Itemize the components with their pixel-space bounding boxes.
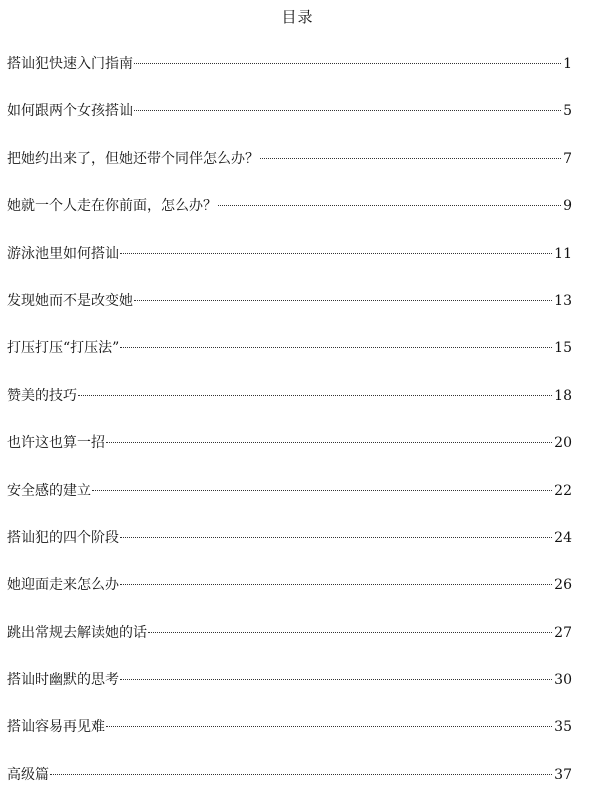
toc-dot-leader — [120, 679, 552, 680]
toc-dot-leader — [120, 347, 552, 348]
toc-entry[interactable] — [7, 147, 572, 194]
toc-entry[interactable] — [7, 573, 572, 620]
toc-entry-label: 搭讪犯快速入门指南 — [7, 56, 133, 72]
toc-entry-page-number: 20 — [554, 435, 572, 452]
toc-entry-label: 发现她而不是改变她 — [7, 292, 133, 309]
toc-dot-leader — [120, 584, 552, 585]
toc-entry[interactable] — [7, 336, 572, 383]
toc-dot-leader — [50, 774, 552, 775]
toc-entry[interactable] — [7, 194, 572, 241]
toc-entry[interactable] — [7, 431, 572, 478]
toc-entry-page-number: 1 — [563, 56, 572, 72]
toc-entry-label: 高级篇 — [7, 766, 49, 783]
toc-entry-label: 搭讪时幽默的思考 — [7, 672, 119, 689]
toc-entry-page-number: 15 — [554, 340, 572, 357]
toc-title: 目录 — [281, 8, 314, 26]
toc-dot-leader — [134, 110, 561, 111]
toc-entry-page-number: 27 — [554, 624, 572, 641]
toc-list — [7, 52, 572, 805]
toc-entry-page-number: 11 — [554, 245, 572, 262]
toc-entry-page-number: 9 — [563, 198, 572, 215]
toc-dot-leader — [120, 253, 552, 254]
toc-entry-page-number: 26 — [554, 577, 572, 594]
toc-entry-label: 她迎面走来怎么办 — [7, 577, 119, 594]
toc-entry[interactable] — [7, 52, 572, 99]
toc-entry-page-number: 35 — [554, 719, 572, 736]
toc-entry-label: 也许这也算一招 — [7, 435, 105, 452]
toc-dot-leader — [134, 300, 552, 301]
toc-entry[interactable] — [7, 289, 572, 336]
toc-entry[interactable] — [7, 384, 572, 431]
toc-entry-page-number: 24 — [554, 529, 572, 546]
toc-entry-page-number: 30 — [554, 672, 572, 689]
toc-entry-label: 打压打压“打压法” — [7, 340, 120, 357]
toc-dot-leader — [218, 205, 561, 206]
toc-dot-leader — [260, 158, 561, 159]
toc-dot-leader — [134, 63, 561, 64]
toc-entry[interactable] — [7, 763, 572, 805]
toc-entry-label: 搭讪犯的四个阶段 — [7, 529, 119, 546]
toc-dot-leader — [148, 632, 552, 633]
toc-entry-page-number: 37 — [554, 766, 572, 783]
toc-entry[interactable] — [7, 242, 572, 289]
toc-dot-leader — [106, 726, 552, 727]
toc-entry[interactable] — [7, 715, 572, 762]
toc-entry[interactable] — [7, 621, 572, 668]
toc-entry-label: 把她约出来了，但她还带个同伴怎么办？ — [7, 150, 259, 167]
toc-entry-page-number: 5 — [563, 103, 572, 120]
toc-entry-page-number: 18 — [554, 387, 572, 404]
toc-entry-label: 她就一个人走在你前面，怎么办？ — [7, 198, 217, 215]
toc-dot-leader — [78, 395, 552, 396]
toc-entry[interactable] — [7, 99, 572, 146]
toc-entry-label: 游泳池里如何搭讪 — [7, 245, 119, 262]
toc-entry-page-number: 22 — [554, 482, 572, 499]
toc-entry-label: 搭讪容易再见难 — [7, 719, 105, 736]
toc-entry-label: 安全感的建立 — [7, 482, 91, 499]
toc-dot-leader — [106, 442, 552, 443]
toc-dot-leader — [120, 537, 552, 538]
toc-entry[interactable] — [7, 526, 572, 573]
toc-entry-label: 如何跟两个女孩搭讪 — [7, 103, 133, 120]
toc-dot-leader — [92, 490, 552, 491]
toc-entry[interactable] — [7, 668, 572, 715]
toc-entry[interactable] — [7, 479, 572, 526]
toc-entry-page-number: 7 — [563, 150, 572, 167]
toc-entry-label: 赞美的技巧 — [7, 387, 77, 404]
toc-entry-page-number: 13 — [554, 292, 572, 309]
toc-entry-label: 跳出常规去解读她的话 — [7, 624, 147, 641]
